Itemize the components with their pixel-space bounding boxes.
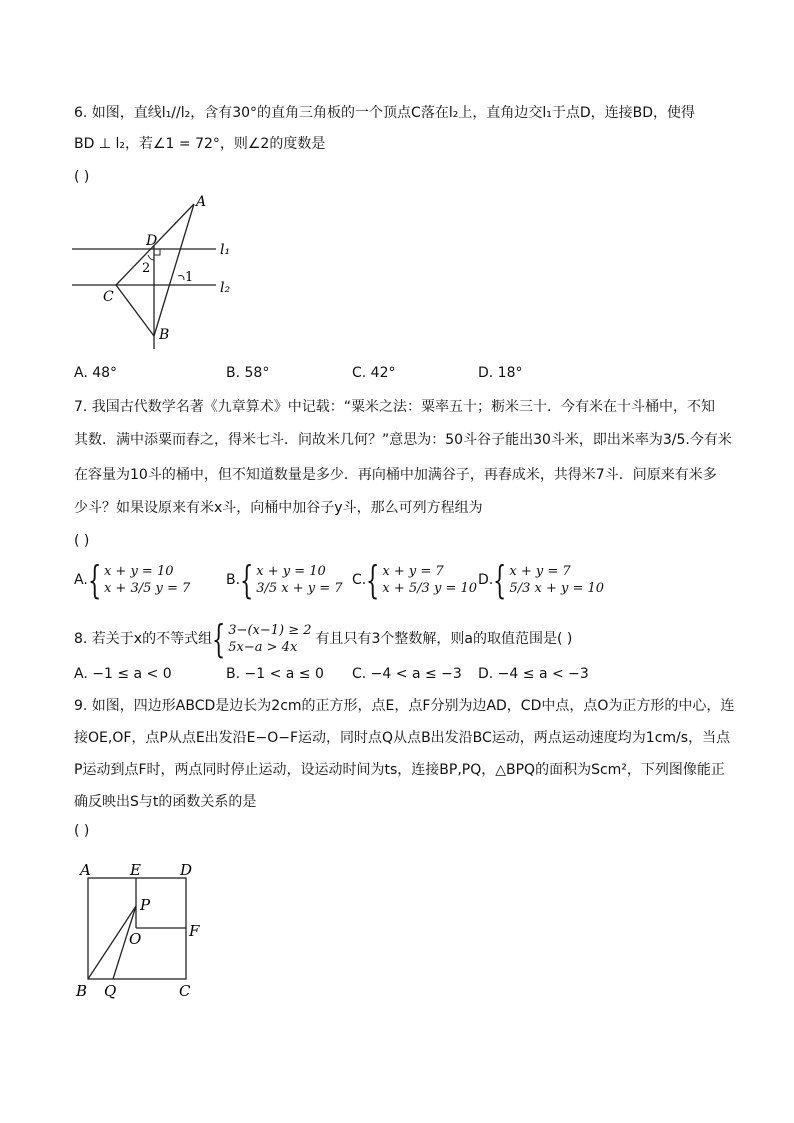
- q6-label-B: B: [159, 327, 170, 343]
- q8-option-a: A. −1 ≤ a < 0: [74, 666, 172, 682]
- q6-label-angle1: 1: [185, 270, 194, 285]
- q6-label-l1: l₁: [220, 242, 231, 258]
- q7-option-c-eq1: x + y = 7: [382, 564, 444, 579]
- q7-text-line1: 7. 我国古代数学名著《九章算术》中记载：“粟米之法：粟率五十；粝米三十．今有米在十斗桶中，不知: [74, 399, 716, 415]
- q7-option-c: C. { x + y = 7 x + 5/3 y = 10: [352, 558, 478, 602]
- q7-option-d-eq1: x + y = 7: [509, 564, 571, 579]
- q8-option-d: D. −4 ≤ a < −3: [478, 666, 589, 682]
- q6-text-line2: BD ⊥ l₂，若∠1 = 72°，则∠2的度数是: [74, 136, 326, 152]
- q9-label-O: O: [129, 930, 142, 948]
- q7-option-c-label: C.: [352, 572, 367, 588]
- q7-option-b-label: B.: [226, 572, 241, 588]
- q6-label-C: C: [103, 289, 114, 305]
- q9-label-P: P: [140, 896, 151, 914]
- q6-label-D: D: [146, 233, 158, 249]
- q9-text-line3: P运动到点F时，两点同时停止运动，设运动时间为ts，连接BP,PQ，△BPQ的面积为Scm²，下列图像能正: [74, 762, 725, 778]
- q9-text-line2: 接OE,OF，点P从点E出发沿E−O−F运动，同时点Q从点B出发沿BC运动，两点运动速度均为1cm/s，当点: [74, 730, 731, 746]
- q6-label-l2: l₂: [220, 280, 231, 296]
- q7-option-d-label: D.: [478, 572, 494, 588]
- q9-label-C: C: [179, 982, 191, 1000]
- q9-label-F: F: [189, 922, 200, 940]
- q7-option-b-eq1: x + y = 10: [256, 564, 326, 579]
- q7-option-a-eq2: x + 3/5 y = 7: [103, 581, 191, 596]
- q6-option-d: D. 18°: [478, 365, 523, 381]
- q7-text-line3: 在容量为10斗的桶中，但不知道数量是多少．再向桶中加满谷子，再舂成米，共得米7斗．问原来有米多: [74, 467, 717, 483]
- q7-option-a-eq1: x + y = 10: [103, 564, 174, 579]
- q6-text-line1: 6. 如图，直线l₁//l₂，含有30°的直角三角板的一个顶点C落在l₂上，直角边交l₁于点D，连接BD，使得: [74, 105, 696, 121]
- q6-option-b: B. 58°: [226, 365, 270, 381]
- q9-answer-paren: ( ): [74, 823, 90, 839]
- q7-option-c-eq2: x + 5/3 y = 10: [382, 581, 478, 596]
- q9-label-A: A: [80, 861, 91, 879]
- q8-prefix: 8. 若关于x的不等式组: [74, 631, 213, 647]
- q8-suffix: 有且只有3个整数解，则a的取值范围是( ): [315, 631, 573, 647]
- q6-option-a: A. 48°: [74, 365, 118, 381]
- q7-option-a-label: A.: [74, 572, 88, 588]
- q9-text-line1: 9. 如图，四边形ABCD是边长为2cm的正方形，点E，点F分别为边AD，CD中点，点O为正方形的中心，连: [74, 698, 735, 714]
- q8-option-b: B. −1 < a ≤ 0: [226, 666, 324, 682]
- q6-answer-paren: ( ): [74, 169, 90, 185]
- q8-ineq2: 5x−a > 4x: [228, 640, 298, 655]
- q9-label-B: B: [76, 982, 88, 1000]
- q9-text-line4: 确反映出S与t的函数关系的是: [74, 794, 257, 810]
- q6-label-angle2: 2: [142, 261, 151, 276]
- q7-text-line4: 少斗？如果设原来有米x斗，向桶中加谷子y斗，那么可列方程组为: [74, 500, 483, 516]
- q9-label-E: E: [130, 861, 141, 879]
- q6-figure: [70, 194, 240, 352]
- q7-option-b-eq2: 3/5 x + y = 7: [256, 581, 343, 596]
- q6-label-A: A: [196, 194, 207, 210]
- q7-option-d: D. { x + y = 7 5/3 x + y = 10: [478, 558, 605, 602]
- q8-option-c: C. −4 < a ≤ −3: [352, 666, 462, 682]
- q6-option-c: C. 42°: [352, 365, 396, 381]
- q8-text: 8. 若关于x的不等式组 { 3−(x−1) ≥ 2 5x−a > 4x 有且只有3个整数解，则a的取值范围是( ): [74, 617, 573, 661]
- q7-option-b: B. { x + y = 10 3/5 x + y = 7: [226, 558, 343, 602]
- q7-answer-paren: ( ): [74, 533, 90, 549]
- q9-figure: [72, 858, 212, 1006]
- q9-label-D: D: [180, 861, 193, 879]
- q8-ineq1: 3−(x−1) ≥ 2: [228, 623, 312, 638]
- q9-label-Q: Q: [104, 982, 117, 1000]
- q7-option-d-eq2: 5/3 x + y = 10: [509, 581, 605, 596]
- q7-text-line2: 其数．满中添粟而舂之，得米七斗．问故米几何？”意思为：50斗谷子能出30斗米，即出米率为3/5.今有米: [74, 432, 732, 448]
- q7-option-a: A. { x + y = 10 x + 3/5 y = 7: [74, 558, 191, 602]
